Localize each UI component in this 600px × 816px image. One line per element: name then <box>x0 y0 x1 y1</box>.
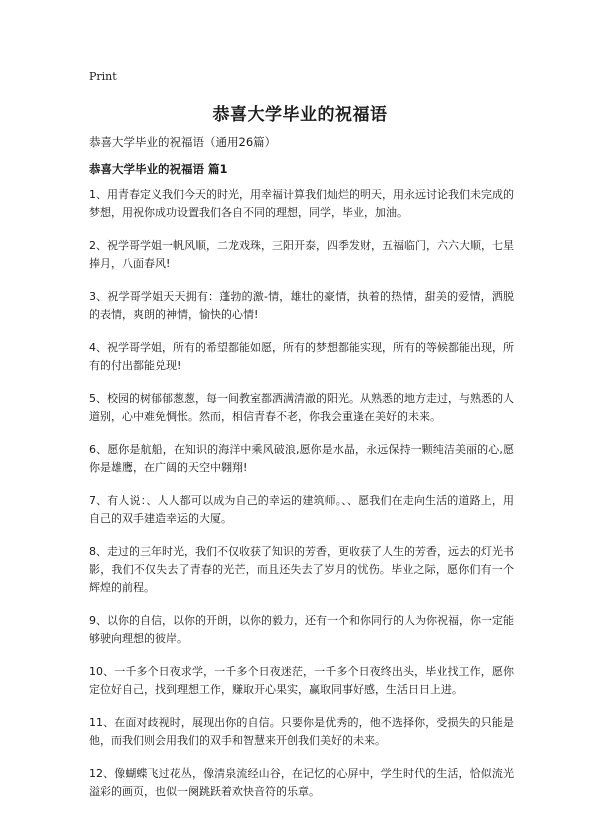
paragraph: 8、走过的三年时光，我们不仅收获了知识的芳香，更收获了人生的芳香，远去的灯光书影，我们不仅失去了青春的光芒，而且还失去了岁月的忧伤。毕业之际，愿你们有一个辉煌的前程。 <box>89 545 514 594</box>
paragraph: 10、一千多个日夜求学，一千多个日夜迷茫，一千多个日夜终出头，毕业找工作，愿你定位好自己，找到理想工作，赚取开心果实，赢取同事好感，生活日日上进。 <box>89 665 514 696</box>
paragraph: 6、愿你是航船，在知识的海洋中乘风破浪,愿你是水晶，永远保持一颗纯洁美丽的心,愿你是雄鹰，在广阔的天空中翱翔! <box>89 443 514 474</box>
paragraph: 7、有人说：、人人都可以成为自己的幸运的建筑师。、、愿我们在走向生活的道路上，用自己的双手建造幸运的大厦。 <box>89 494 514 525</box>
paragraph: 2、祝学哥学姐一帆风顺，二龙戏珠，三阳开泰，四季发财，五福临门，六六大顺，七星捧月，八面春风! <box>89 239 514 270</box>
paragraph: 11、在面对歧视时，展现出你的自信。只要你是优秀的，他不选择你，受损失的只能是他，而我们则会用我们的双手和智慧来开创我们美好的未来。 <box>89 716 514 747</box>
page-title: 恭喜大学毕业的祝福语 <box>212 105 388 125</box>
article-body <box>89 186 514 816</box>
document-subtitle: 恭喜大学毕业的祝福语（通用26篇） <box>89 135 277 149</box>
print-link[interactable]: Print <box>89 70 117 83</box>
paragraph: 9、以你的自信，以你的开朗，以你的毅力，还有一个和你同行的人为你祝福，你一定能够驶向理想的彼岸。 <box>89 614 514 645</box>
section-heading: 恭喜大学毕业的祝福语 篇1 <box>89 162 228 176</box>
paragraph: 4、祝学哥学姐，所有的希望都能如愿，所有的梦想都能实现，所有的等候都能出现，所有的付出都能兑现! <box>89 341 514 372</box>
paragraph: 12、像蝴蝶飞过花丛，像清泉流经山谷，在记忆的心屏中，学生时代的生活，恰似流光溢彩的画页，也似一阕跳跃着欢快音符的乐章。 <box>89 767 514 798</box>
paragraph: 5、校园的树郁郁葱葱，每一间教室都洒满清澈的阳光。从熟悉的地方走过，与熟悉的人道别，心中难免惆怅。然而，相信青春不老，你我会重逢在美好的未来。 <box>89 392 514 423</box>
paragraph: 3、祝学哥学姐天天拥有：蓬勃的激-情，雄壮的豪情，执着的热情，甜美的爱情，洒脱的表情，爽朗的神情，愉快的心情! <box>89 290 514 321</box>
paragraph: 1、用青春定义我们今天的时光，用幸福计算我们灿烂的明天，用永远讨论我们未完成的梦想，用祝你成功设置我们各自不同的理想，同学，毕业，加油。 <box>89 188 514 219</box>
